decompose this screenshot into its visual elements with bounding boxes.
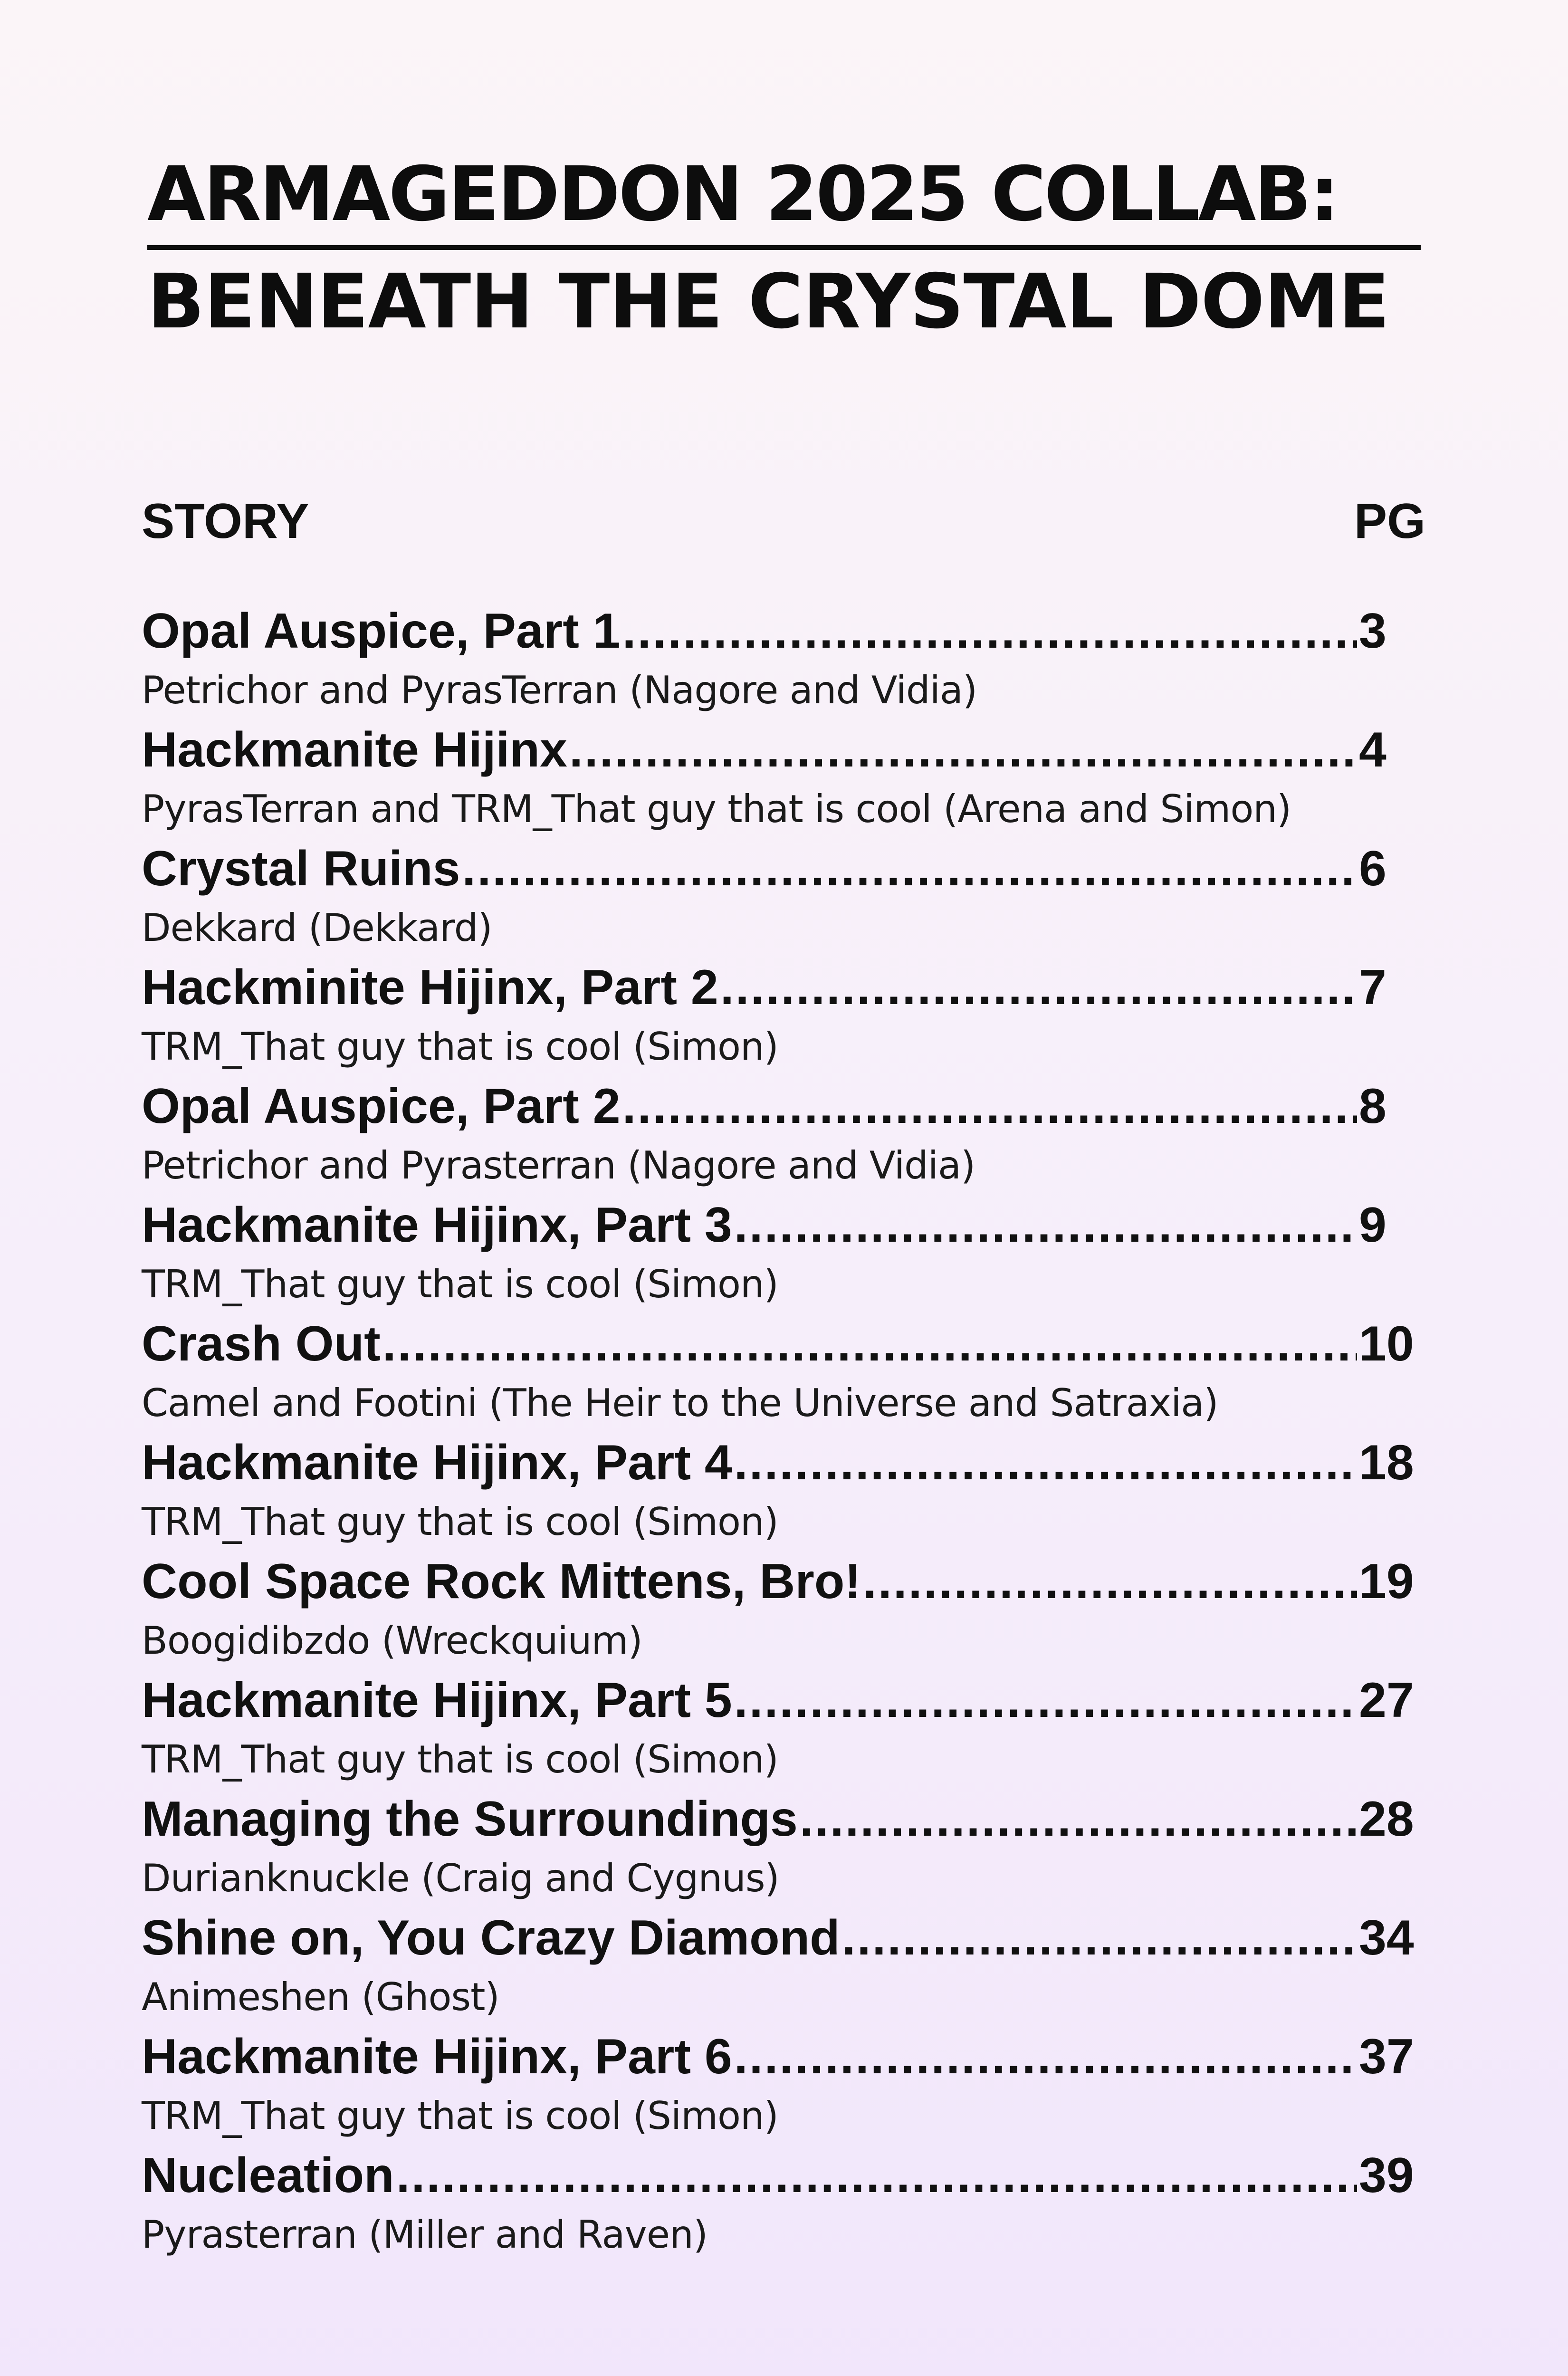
story-title: Nucleation — [142, 2148, 394, 2203]
story-title: Shine on, You Crazy Diamond — [142, 1910, 840, 1965]
story-title: Hackmanite Hijinx — [142, 722, 567, 777]
toc-entry — [142, 2147, 1425, 2266]
toc-entry — [142, 1672, 1425, 1791]
page-number: 28 — [1359, 1792, 1414, 1847]
story-credit: TRM_That guy that is cool (Simon) — [142, 1025, 778, 1069]
toc-entry — [142, 1553, 1425, 1672]
page-number: 19 — [1359, 1554, 1414, 1609]
page-number: 9 — [1359, 1198, 1386, 1253]
dot-leader — [396, 2147, 1357, 2204]
page-number: 18 — [1359, 1435, 1414, 1490]
page-number: 3 — [1359, 604, 1386, 659]
story-title: Hackmanite Hijinx, Part 5 — [142, 1673, 732, 1728]
story-credit: Petrichor and PyrasTerran (Nagore and Vidia) — [142, 668, 977, 712]
story-column-header: STORY — [142, 494, 309, 549]
toc-entry-line — [142, 1553, 1425, 1610]
toc-entry — [142, 1435, 1425, 1553]
page-number: 10 — [1359, 1316, 1414, 1371]
story-title: Hackmanite Hijinx, Part 3 — [142, 1198, 732, 1253]
story-credit: Petrichor and Pyrasterran (Nagore and Vidia) — [142, 1143, 975, 1188]
story-credit: TRM_That guy that is cool (Simon) — [142, 1737, 778, 1782]
story-title: Crystal Ruins — [142, 841, 460, 896]
toc-entry — [142, 1316, 1425, 1435]
story-credit: Pyrasterran (Miller and Raven) — [142, 2213, 708, 2257]
dot-leader — [863, 1553, 1357, 1610]
toc-entry-line — [142, 2147, 1425, 2204]
page-number: 6 — [1359, 841, 1386, 896]
dot-leader — [382, 1316, 1357, 1372]
story-title: Hackmanite Hijinx, Part 4 — [142, 1435, 732, 1490]
toc-entry-line — [142, 1435, 1425, 1491]
title-line-1: ARMAGEDDON 2025 COLLAB: — [147, 151, 1338, 238]
dot-leader — [734, 1435, 1357, 1491]
toc-entry-line — [142, 1910, 1425, 1966]
toc-entry — [142, 722, 1425, 841]
toc-header — [142, 494, 1425, 549]
story-credit: TRM_That guy that is cool (Simon) — [142, 1262, 778, 1306]
toc-entry-list — [142, 603, 1425, 2266]
toc-entry-line — [142, 603, 1425, 659]
story-title: Opal Auspice, Part 1 — [142, 604, 621, 659]
dot-leader — [842, 1910, 1357, 1966]
toc-entry-line — [142, 841, 1425, 897]
toc-entry — [142, 841, 1425, 959]
story-credit: Dekkard (Dekkard) — [142, 906, 492, 950]
page-number: 4 — [1359, 722, 1386, 777]
toc-entry — [142, 1078, 1425, 1197]
story-title: Hackminite Hijinx, Part 2 — [142, 960, 718, 1015]
dot-leader — [734, 2029, 1357, 2085]
toc-entry — [142, 603, 1425, 722]
dot-leader — [734, 1197, 1357, 1253]
story-credit: TRM_That guy that is cool (Simon) — [142, 1500, 778, 1544]
dot-leader — [720, 959, 1357, 1016]
story-credit: Boogidibzdo (Wreckquium) — [142, 1619, 642, 1663]
story-credit: TRM_That guy that is cool (Simon) — [142, 2094, 778, 2138]
page-number: 7 — [1359, 960, 1386, 1015]
dot-leader — [569, 722, 1357, 778]
page-number: 27 — [1359, 1673, 1414, 1728]
story-credit: Animeshen (Ghost) — [142, 1975, 499, 2019]
toc-entry-line — [142, 1078, 1425, 1134]
toc-entry-line — [142, 1791, 1425, 1847]
toc-entry-line — [142, 1672, 1425, 1728]
toc-entry-line — [142, 722, 1425, 778]
toc-entry-line — [142, 1316, 1425, 1372]
toc-entry — [142, 2029, 1425, 2147]
toc-entry-line — [142, 959, 1425, 1016]
title-line-2: BENEATH THE CRYSTAL DOME — [147, 258, 1389, 345]
dot-leader — [734, 1672, 1357, 1728]
story-credit: Camel and Footini (The Heir to the Universe and Satraxia) — [142, 1381, 1218, 1425]
dot-leader — [622, 1078, 1357, 1134]
story-title: Cool Space Rock Mittens, Bro! — [142, 1554, 861, 1609]
dot-leader — [800, 1791, 1357, 1847]
toc-entry — [142, 1791, 1425, 1910]
page-number: 8 — [1359, 1079, 1386, 1134]
toc-entry — [142, 1197, 1425, 1316]
toc-entry — [142, 1910, 1425, 2029]
page-column-header: PG — [1354, 494, 1425, 549]
table-of-contents — [142, 494, 1425, 2266]
story-credit: Durianknuckle (Craig and Cygnus) — [142, 1856, 779, 1900]
page-number: 39 — [1359, 2148, 1414, 2203]
story-credit: PyrasTerran and TRM_That guy that is cool (Arena and Simon) — [142, 787, 1291, 831]
page-number: 37 — [1359, 2029, 1414, 2084]
dot-leader — [462, 841, 1357, 897]
story-title: Hackmanite Hijinx, Part 6 — [142, 2029, 732, 2084]
story-title: Crash Out — [142, 1316, 381, 1371]
title-divider — [147, 245, 1421, 250]
story-title: Managing the Surroundings — [142, 1792, 798, 1847]
page-number: 34 — [1359, 1910, 1414, 1965]
toc-entry — [142, 959, 1425, 1078]
toc-entry-line — [142, 2029, 1425, 2085]
dot-leader — [622, 603, 1357, 659]
story-title: Opal Auspice, Part 2 — [142, 1079, 621, 1134]
collection-title — [147, 151, 1421, 345]
toc-entry-line — [142, 1197, 1425, 1253]
